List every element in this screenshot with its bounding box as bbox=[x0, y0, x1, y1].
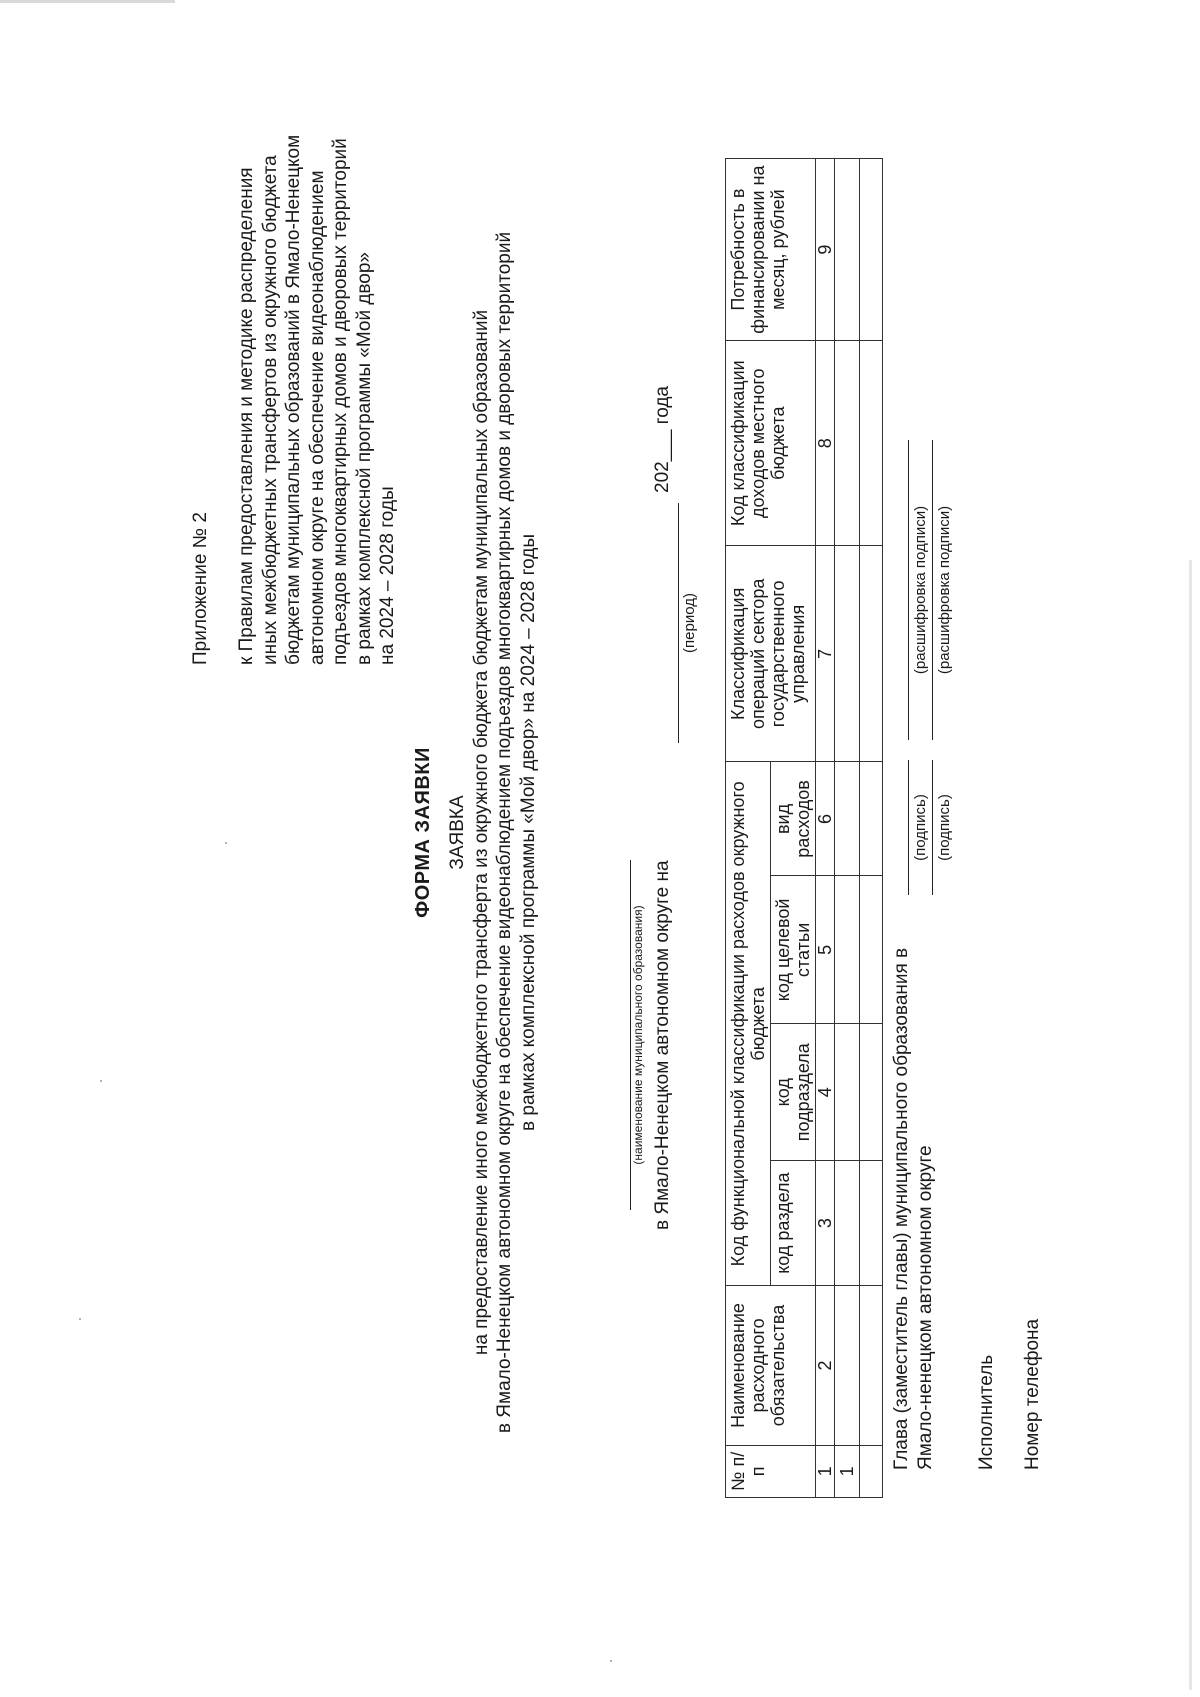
column-number: 6 bbox=[816, 762, 835, 876]
header-subsection-code: код подраздела bbox=[771, 1024, 816, 1161]
table-cell bbox=[860, 876, 883, 1024]
header-income-code: Код классификации доходов местного бюджета bbox=[726, 341, 816, 546]
head-decoding-line bbox=[908, 440, 909, 740]
column-number: 7 bbox=[816, 546, 835, 762]
header-kosgu: Классификация операций сектора государственного управления bbox=[726, 546, 816, 762]
table-cell bbox=[860, 341, 883, 546]
executor-decoding-caption: (расшифровка подписи) bbox=[936, 505, 953, 675]
table-cell bbox=[860, 546, 883, 762]
appendix-line: автономном округе на обеспечение видеонаблюдением bbox=[306, 170, 328, 665]
table-cell bbox=[835, 341, 860, 546]
appendix-line: бюджетам муниципальных образований в Ямало-Ненецком bbox=[283, 134, 304, 665]
column-number: 2 bbox=[816, 1286, 835, 1445]
table-cell bbox=[835, 1161, 860, 1286]
table-cell bbox=[835, 762, 860, 876]
header-expense-type: вид расходов bbox=[771, 762, 816, 876]
table-header-row bbox=[726, 159, 771, 1498]
head-decoding-caption: (расшифровка подписи) bbox=[912, 505, 929, 675]
table-cell bbox=[835, 1286, 860, 1445]
request-line: на предоставление иного межбюджетного трансферта из окружного бюджета бюджетам муниципальных образований bbox=[470, 309, 492, 1356]
head-signatory-line: Ямало-ненецком автономном округе bbox=[914, 1145, 936, 1470]
appendix-title: Приложение № 2 bbox=[190, 512, 211, 665]
request-heading bbox=[446, 80, 540, 1585]
table-cell bbox=[835, 876, 860, 1024]
executor-signature-caption: (подпись) bbox=[936, 794, 953, 861]
table-cell bbox=[835, 159, 860, 341]
table-row bbox=[835, 159, 860, 1498]
table-cell bbox=[835, 546, 860, 762]
table-column-numbers-row bbox=[816, 159, 835, 1498]
column-number: 1 bbox=[816, 1445, 835, 1497]
header-financing-need: Потребность в финансировании на месяц, рублей bbox=[726, 159, 816, 341]
head-signature-caption: (подпись) bbox=[912, 794, 929, 861]
appendix-reference bbox=[235, 105, 400, 665]
header-target-code: код целевой статьи bbox=[771, 876, 816, 1024]
form-title: ФОРМА ЗАЯВКИ bbox=[412, 747, 434, 918]
period-blank-line bbox=[678, 503, 679, 743]
table-cell bbox=[860, 1286, 883, 1445]
rotated-document-page bbox=[160, 80, 1200, 1585]
head-signatory-label bbox=[890, 948, 937, 1470]
table-cell bbox=[860, 1024, 883, 1161]
appendix-line: к Правилам предоставления и методике распределения bbox=[236, 167, 257, 665]
head-signatory-line: Глава (заместитель главы) муниципального образования в bbox=[891, 947, 912, 1470]
table-cell bbox=[860, 159, 883, 341]
header-obligation-name: Наименование расходного обязательства bbox=[726, 1286, 816, 1445]
request-line: в Ямало-Ненецком автономном округе на обеспечение видеонаблюдением подъездов многоквартирных домов и дворовых территорий bbox=[494, 231, 515, 1434]
table-row bbox=[860, 159, 883, 1498]
request-table bbox=[725, 158, 883, 1498]
appendix-line: в рамках комплексной программы «Мой двор» bbox=[353, 252, 375, 665]
table-cell bbox=[860, 1161, 883, 1286]
executor-decoding-line bbox=[932, 440, 933, 740]
table-cell bbox=[835, 1024, 860, 1161]
appendix-line: подъездов многоквартирных домов и дворовых территорий bbox=[330, 138, 351, 665]
head-signature-line bbox=[908, 760, 909, 895]
request-title: ЗАЯВКА bbox=[447, 795, 468, 870]
period-prefix: в Ямало-Ненецком автономном округе на bbox=[652, 860, 673, 1230]
period-year: 202___ года bbox=[652, 386, 673, 493]
column-number: 8 bbox=[816, 341, 835, 546]
appendix-line: на 2024 – 2028 годы bbox=[377, 486, 398, 665]
request-line: в рамках комплексной программы «Мой двор» на 2024 – 2028 годы bbox=[517, 534, 539, 1131]
scan-speck bbox=[100, 1080, 102, 1082]
header-section-code: код раздела bbox=[771, 1161, 816, 1286]
column-number: 5 bbox=[816, 876, 835, 1024]
header-number: № п/п bbox=[726, 1445, 816, 1497]
table-cell bbox=[860, 1445, 883, 1497]
period-caption: (период) bbox=[681, 593, 698, 653]
table-cell: 1 bbox=[835, 1445, 860, 1497]
appendix-line: иных межбюджетных трансфертов из окружного бюджета bbox=[259, 155, 281, 665]
executor-label: Исполнитель bbox=[976, 1354, 997, 1470]
column-number: 3 bbox=[816, 1161, 835, 1286]
scan-edge-top bbox=[0, 0, 175, 3]
phone-label: Номер телефона bbox=[1022, 1318, 1043, 1470]
municipality-caption: (наименование муниципального образования) bbox=[631, 905, 645, 1165]
table-cell bbox=[860, 762, 883, 876]
scan-speck bbox=[79, 1318, 81, 1320]
column-number: 9 bbox=[816, 159, 835, 341]
executor-signature-line bbox=[932, 760, 933, 895]
scan-speck bbox=[610, 1660, 612, 1662]
header-functional-classification: Код функциональной классификации расходов окружного бюджета bbox=[726, 762, 771, 1286]
column-number: 4 bbox=[816, 1024, 835, 1161]
